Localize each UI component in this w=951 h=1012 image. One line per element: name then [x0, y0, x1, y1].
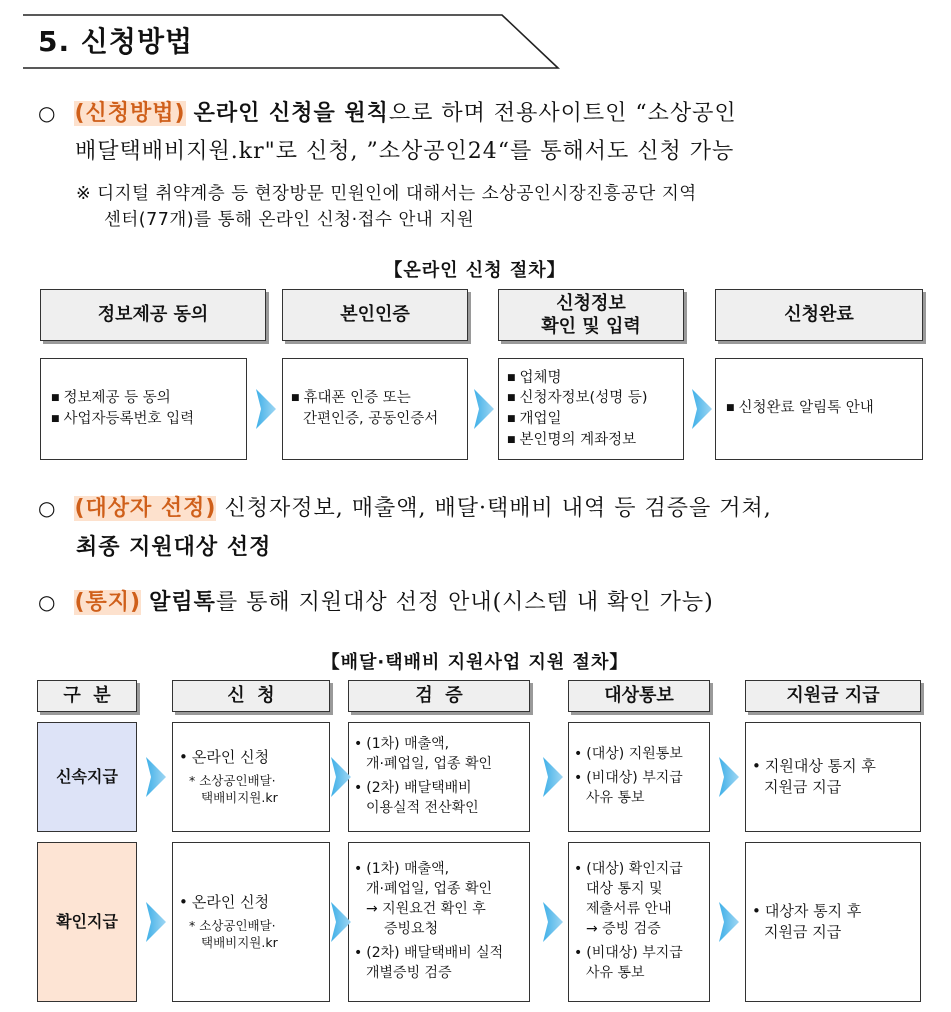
flow-arrow-icon — [474, 389, 494, 429]
header-line1: 신청정보 — [556, 292, 626, 314]
verify-line: • (1차) 매출액, — [354, 735, 529, 755]
pay-line: 지원금 지급 — [764, 923, 842, 941]
bullet-text-line2: 배달택배비지원.kr"로 신청, ”소상공인24“를 통해서도 신청 가능 — [75, 139, 735, 164]
flow-arrow-icon — [719, 757, 739, 797]
column-header-verify: 검 증 — [348, 680, 530, 712]
flow-arrow-icon — [543, 757, 563, 797]
online-step-header-info — [498, 289, 684, 341]
verify-line: • (2차) 배달택배비 — [354, 779, 529, 799]
bullet-application-method — [38, 96, 737, 127]
bullet-emphasis: 온라인 신청을 원칙 — [193, 101, 389, 126]
bullet-text: 신청자정보, 매출액, 배달·택배비 내역 등 검증을 거쳐, — [224, 496, 772, 521]
apply-note-line1: * 소상공인배달· — [189, 772, 276, 788]
online-step-header-complete: 신청완료 — [715, 289, 923, 341]
pay-line: • 대상자 통지 후 — [752, 901, 920, 922]
support-flow-caption: 【배달·택배비 지원사업 지원 절차】 — [321, 652, 629, 673]
apply-note-line1: * 소상공인배달· — [189, 917, 276, 933]
verify-line: → 지원요건 확인 후 — [366, 901, 486, 918]
notify-line: 대상 통지 및 — [586, 881, 663, 898]
verify-line: 개·폐업일, 업종 확인 — [366, 881, 492, 898]
header-line2: 확인 및 입력 — [541, 316, 641, 337]
bullet-tag: (대상자 선정) — [74, 496, 217, 521]
flow-arrow-icon — [331, 757, 351, 797]
section-title: 5. 신청방법 — [38, 25, 194, 58]
cell-verify-fast — [348, 722, 530, 832]
note-line2: 센터(77개)를 통해 온라인 신청·접수 안내 지원 — [104, 210, 475, 230]
list-item: ■ 신청자정보(성명 등) — [507, 388, 683, 409]
bullet-marker: ○ — [38, 101, 57, 125]
bullet-emphasis: 최종 지원대상 선정 — [76, 535, 272, 560]
flow-arrow-icon — [146, 902, 166, 942]
verify-line: 개별증빙 검증 — [366, 964, 452, 981]
flow-arrow-icon — [543, 902, 563, 942]
row-label-fast: 신속지급 — [37, 722, 137, 832]
row-label-confirm: 확인지급 — [37, 842, 137, 1002]
column-header-notify: 대상통보 — [568, 680, 710, 712]
list-item: ■ 신청완료 알림톡 안내 — [726, 398, 922, 419]
pay-line: 지원금 지급 — [764, 778, 842, 796]
list-item: ■ 본인명의 계좌정보 — [507, 430, 683, 451]
bullet-tag: (통지) — [74, 590, 142, 615]
list-item: ■ 개업일 — [507, 409, 683, 430]
note-line1: ※ 디지털 취약계층 등 현장방문 민원인에 대해서는 소상공인시장진흥공단 지역 — [76, 184, 697, 204]
notify-line: 사유 통보 — [586, 964, 645, 981]
notify-line: 사유 통보 — [586, 789, 645, 806]
list-item: ■ 업체명 — [507, 368, 683, 389]
online-step-content-verification — [282, 358, 468, 460]
bullet-selection — [38, 491, 772, 522]
cell-notify-fast — [568, 722, 710, 832]
notify-line: • (대상) 확인지급 — [574, 860, 709, 880]
notify-line: • (비대상) 부지급 — [574, 944, 709, 964]
notify-line: • (비대상) 부지급 — [574, 769, 709, 789]
bullet-notification — [38, 585, 714, 616]
pay-line: • 지원대상 통지 후 — [752, 756, 920, 777]
flow-arrow-icon — [692, 389, 712, 429]
online-step-header-verification: 본인인증 — [282, 289, 468, 341]
list-item: ■ 사업자등록번호 입력 — [51, 409, 246, 430]
column-header-apply: 신 청 — [172, 680, 330, 712]
notify-line: → 증빙 검증 — [586, 921, 661, 937]
cell-verify-confirm — [348, 842, 530, 1002]
list-item: 간편인증, 공동인증서 — [303, 411, 439, 427]
bullet-emphasis: 알림톡 — [149, 590, 216, 615]
notify-line: • (대상) 지원통보 — [574, 745, 709, 765]
verify-line: 증빙요청 — [384, 921, 439, 937]
online-step-content-consent — [40, 358, 247, 460]
bullet-marker: ○ — [38, 590, 57, 614]
bullet-tag: (신청방법) — [74, 101, 186, 126]
flow-arrow-icon — [256, 389, 276, 429]
flow-arrow-icon — [146, 757, 166, 797]
verify-line: • (1차) 매출액, — [354, 860, 529, 880]
cell-notify-confirm — [568, 842, 710, 1002]
cell-apply-confirm — [172, 842, 330, 1002]
cell-pay-fast — [745, 722, 921, 832]
verify-line: • (2차) 배달택배비 실적 — [354, 944, 529, 964]
online-step-content-complete — [715, 358, 923, 460]
apply-note-line2: 택배비지원.kr — [201, 789, 278, 805]
bullet-text: 으로 하며 전용사이트인 “소상공인 — [388, 101, 737, 126]
verify-line: 개·폐업일, 업종 확인 — [366, 756, 492, 773]
list-item: ■ 휴대폰 인증 또는 — [291, 388, 467, 409]
apply-main: • 온라인 신청 — [179, 892, 329, 913]
bullet-marker: ○ — [38, 496, 57, 520]
cell-apply-fast — [172, 722, 330, 832]
list-item: ■ 정보제공 등 동의 — [51, 388, 246, 409]
column-header-category: 구 분 — [37, 680, 137, 712]
cell-pay-confirm — [745, 842, 921, 1002]
verify-line: 이용실적 전산확인 — [366, 799, 479, 816]
notify-line: 제출서류 안내 — [586, 901, 672, 918]
apply-note-line2: 택배비지원.kr — [201, 934, 278, 950]
column-header-pay: 지원금 지급 — [745, 680, 921, 712]
apply-main: • 온라인 신청 — [179, 747, 329, 768]
bullet-text: 를 통해 지원대상 선정 안내(시스템 내 확인 가능) — [215, 590, 714, 615]
online-step-header-consent: 정보제공 동의 — [40, 289, 266, 341]
flow-arrow-icon — [331, 902, 351, 942]
flow-arrow-icon — [719, 902, 739, 942]
online-step-content-info — [498, 358, 684, 460]
online-flow-caption: 【온라인 신청 절차】 — [384, 260, 566, 281]
